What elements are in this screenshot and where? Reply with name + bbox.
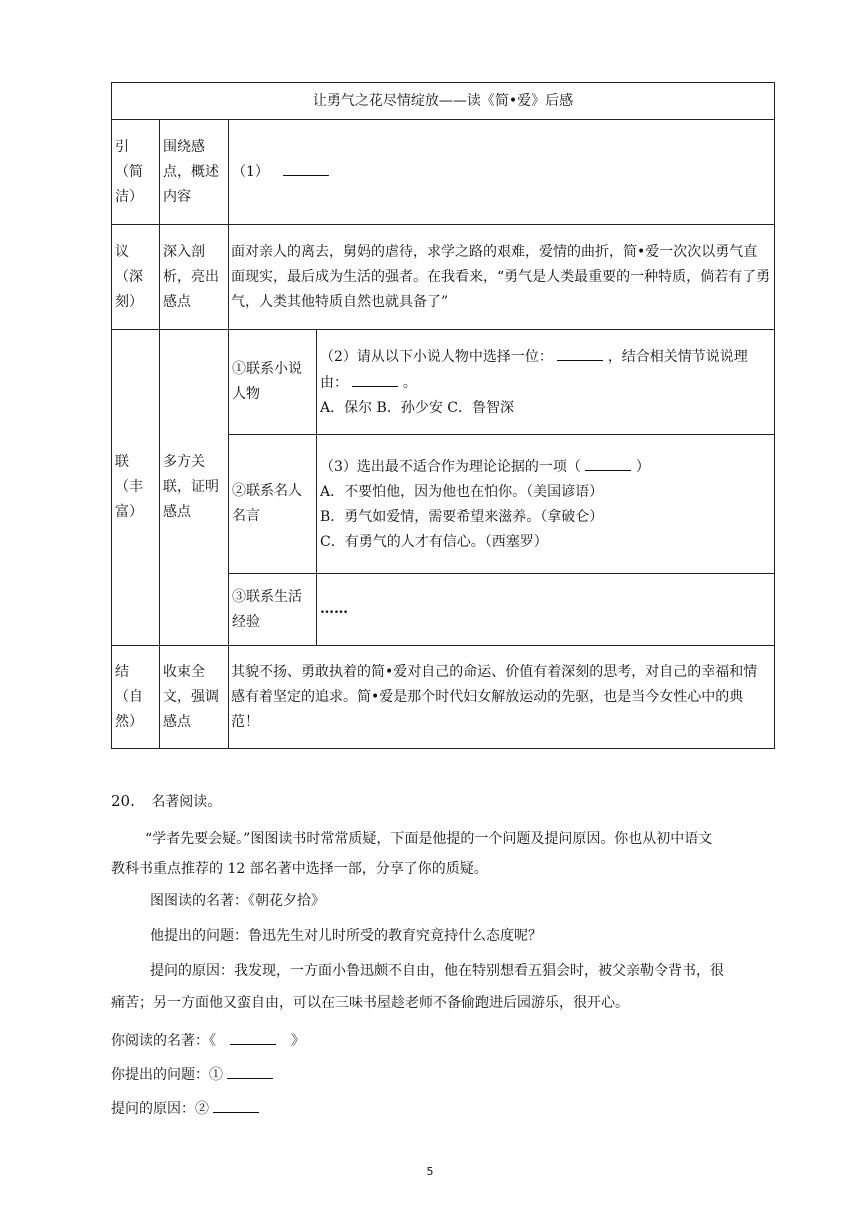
q20-your-book: 你阅读的名著：《 》 [111,1028,305,1051]
q20-intro-line2: 教科书重点推荐的 12 部名著中选择一部，分享了你的质疑。 [111,861,488,877]
question-2-line2: 由： 。 [320,370,771,396]
answer-blank-3[interactable] [585,454,631,471]
requirement-discuss: 深入剖析，亮出感点 [160,225,229,330]
content-conclude: 其貌不扬、勇敢执着的简•爱对自己的命运、价值有着深刻的思考，对自己的幸福和情感有着坚定的追求。简•爱是那个时代妇女解放运动的先驱，也是当今女性心中的典范！ [229,646,775,749]
q20-intro-line1: “学者先要会疑。”图图读书时常常质疑，下面是他提的一个问题及提问原因。你也从初中语文 [145,831,713,847]
q20-example-reason-line2: 痛苦；另一方面他又蛮自由，可以在三味书屋趁老师不备偷跑进后园游乐，很开心。 [111,995,629,1011]
q20-example-book: 图图读的名著：《朝花夕拾》 [150,893,325,909]
q20-your-question: 你提出的问题：① [111,1062,273,1085]
question-2-options: A．保尔 B．孙少安 C．鲁智深 [320,399,515,416]
requirement-connect: 多方关联，证明感点 [160,330,229,646]
option-a: A．不要怕他，因为他也在怕你。（美国谚语） [320,483,604,500]
content-discuss: 面对亲人的离去，舅妈的虐待，求学之路的艰难，爱情的曲折，简•爱一次次以勇气直面现实，最后成为生活的强者。在我看来，“勇气是人类最重要的一种特质，倘若有了勇气，人类其他特质自然也就具备了” [229,225,775,330]
requirement-conclude: 收束全文，强调感点 [160,646,229,749]
answer-blank-1[interactable] [283,159,329,176]
page-number: 5 [426,1165,434,1178]
answer-blank-reason[interactable] [213,1096,259,1113]
section-intro: 引（简洁） [112,120,160,225]
answer-blank-2a[interactable] [557,344,603,361]
content-intro [229,120,775,225]
table-title: 让勇气之花尽情绽放——读《简•爱》后感 [112,83,775,120]
question-3: （3）选出最不适合作为理论论据的一项（ ） [320,454,771,480]
answer-blank-book[interactable] [230,1028,276,1045]
essay-outline-table [111,82,775,749]
requirement-intro: 围绕感点，概述内容 [160,120,229,225]
content-life: …… [317,574,775,646]
sub-label-life: ③联系生活经验 [229,574,317,646]
question-20-heading: 20. 名著阅读。 [111,792,222,810]
sub-label-novel: ①联系小说人物 [229,330,317,435]
content-novel [317,330,775,435]
question-2-line1: （2）请从以下小说人物中选择一位： ，结合相关情节说说理 [320,344,771,370]
section-connect: 联（丰富） [112,330,160,646]
option-b: B．勇气如爱情，需要希望来滋养。（拿破仑） [320,508,604,525]
answer-blank-question[interactable] [227,1062,273,1079]
option-c: C．有勇气的人才有信心。（西塞罗） [320,533,548,550]
section-discuss: 议（深刻） [112,225,160,330]
content-quotes [317,435,775,574]
answer-blank-2b[interactable] [352,370,398,387]
section-conclude: 结（自然） [112,646,160,749]
q20-example-reason-line1: 提问的原因：我发现，一方面小鲁迅颇不自由，他在特别想看五猖会时，被父亲勒令背书，很 [150,963,724,979]
question-1-label: （1） [232,164,269,180]
q20-example-question: 他提出的问题：鲁迅先生对儿时所受的教育究竟持什么态度呢？ [150,928,542,944]
q20-your-reason: 提问的原因：② [111,1096,259,1119]
sub-label-quotes: ②联系名人名言 [229,435,317,574]
